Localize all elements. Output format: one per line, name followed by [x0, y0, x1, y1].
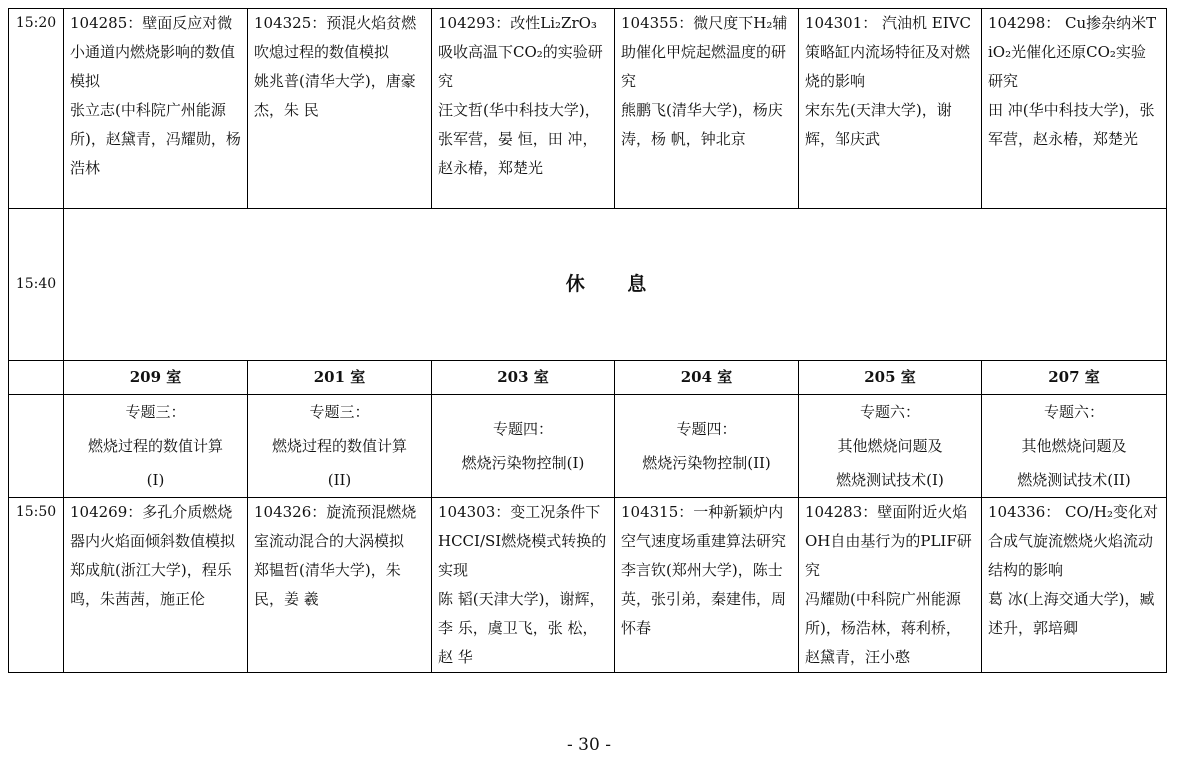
topic-line-1: 专题四： [676, 420, 737, 438]
paper-authors: 郑成航(浙江大学)，程乐鸣，朱茜茜，施正伦 [70, 561, 232, 608]
paper-title: 104293：改性Li₂ZrO₃吸收高温下CO₂的实验研究 [438, 14, 603, 90]
topic-line-2: 燃烧污染物控制(I) [461, 454, 585, 472]
empty-time-cell [9, 361, 64, 395]
paper-title: 104269：多孔介质燃烧器内火焰面倾斜数值模拟 [70, 503, 236, 550]
paper-authors: 陈 韬(天津大学)，谢辉，李 乐，虞卫飞，张 松，赵 华 [438, 590, 605, 666]
paper-authors: 冯耀勋(中科院广州能源所)，杨浩林，蒋利桥，赵黛青，汪小憨 [805, 590, 961, 666]
paper-title: 104301： 汽油机 EIVC策略缸内流场特征及对燃烧的影响 [805, 14, 971, 90]
topic-line-3: (II) [327, 471, 352, 489]
break-label: 休 息 [64, 209, 1167, 361]
paper-title: 104355：微尺度下H₂辅助催化甲烷起燃温度的研究 [621, 14, 788, 90]
topic-line-1: 专题三： [309, 403, 370, 421]
topic-line-2: 燃烧污染物控制(II) [642, 454, 771, 472]
topic-line-3: (I) [146, 471, 165, 489]
break-row [9, 209, 1167, 361]
session-row-1520 [9, 9, 1167, 209]
paper-cell [432, 9, 615, 209]
paper-cell [799, 9, 982, 209]
paper-authors: 汪文哲(华中科技大学)，张军营，晏 恒，田 冲，赵永椿，郑楚光 [438, 101, 600, 177]
topic-line-3: 燃烧测试技术(II) [1017, 471, 1131, 489]
paper-authors: 田 冲(华中科技大学)，张军营，赵永椿，郑楚光 [988, 101, 1155, 148]
paper-authors: 郑韫哲(清华大学)，朱民，姜 羲 [254, 561, 401, 608]
paper-title: 104315：一种新颖炉内空气速度场重建算法研究 [621, 503, 787, 550]
paper-cell [64, 9, 248, 209]
topic-line-1: 专题四： [492, 420, 553, 438]
topic-line-2: 燃烧过程的数值计算 [87, 437, 223, 455]
paper-title: 104303：变工况条件下HCCI/SI燃烧模式转换的实现 [438, 503, 607, 579]
paper-authors: 熊鹏飞(清华大学)，杨庆涛，杨 帆，钟北京 [621, 101, 783, 148]
paper-cell [64, 498, 248, 673]
paper-authors: 李言钦(郑州大学)，陈士英，张引弟，秦建伟，周怀春 [621, 561, 787, 637]
paper-title: 104326：旋流预混燃烧室流动混合的大涡模拟 [254, 503, 417, 550]
paper-cell [615, 498, 799, 673]
paper-cell [982, 498, 1167, 673]
topic-cell [248, 395, 432, 498]
room-205: 205 室 [799, 361, 982, 395]
paper-title: 104283：壁面附近火焰OH自由基行为的PLIF研究 [805, 503, 972, 579]
room-209: 209 室 [64, 361, 248, 395]
paper-cell [432, 498, 615, 673]
time-cell: 15:50 [9, 498, 64, 673]
paper-authors: 宋东先(天津大学)，谢辉，邹庆武 [805, 101, 952, 148]
room-201: 201 室 [248, 361, 432, 395]
topic-line-2: 其他燃烧问题及 [1021, 437, 1127, 455]
page-number: - 30 - [567, 735, 611, 755]
time-cell: 15:40 [9, 209, 64, 361]
paper-cell [248, 9, 432, 209]
topic-line-1: 专题三： [125, 403, 186, 421]
topic-cell [799, 395, 982, 498]
topic-line-2: 其他燃烧问题及 [837, 437, 943, 455]
paper-title: 104298： Cu掺杂纳米TiO₂光催化还原CO₂实验研究 [988, 14, 1157, 90]
schedule-table [8, 8, 1167, 673]
room-header-row [9, 361, 1167, 395]
topic-line-2: 燃烧过程的数值计算 [271, 437, 407, 455]
paper-cell [615, 9, 799, 209]
empty-time-cell [9, 395, 64, 498]
room-204: 204 室 [615, 361, 799, 395]
topic-line-3: 燃烧测试技术(I) [836, 471, 944, 489]
paper-authors: 姚兆普(清华大学)，唐豪杰，朱 民 [254, 72, 416, 119]
paper-title: 104336： CO/H₂变化对合成气旋流燃烧火焰流动结构的影响 [988, 503, 1158, 579]
paper-cell [982, 9, 1167, 209]
topic-cell [64, 395, 248, 498]
topic-cell [432, 395, 615, 498]
room-203: 203 室 [432, 361, 615, 395]
session-row-1550 [9, 498, 1167, 673]
topic-cell [982, 395, 1167, 498]
paper-title: 104325：预混火焰贫燃吹熄过程的数值模拟 [254, 14, 417, 61]
topic-cell [615, 395, 799, 498]
room-207: 207 室 [982, 361, 1167, 395]
topic-row [9, 395, 1167, 498]
paper-title: 104285：壁面反应对微小通道内燃烧影响的数值模拟 [70, 14, 236, 90]
paper-authors: 葛 冰(上海交通大学)，臧述升，郭培卿 [988, 590, 1155, 637]
paper-cell [799, 498, 982, 673]
time-cell: 15:20 [9, 9, 64, 209]
topic-line-1: 专题六： [1043, 403, 1104, 421]
topic-line-1: 专题六： [859, 403, 920, 421]
paper-authors: 张立志(中科院广州能源所)，赵黛青，冯耀勋，杨浩林 [70, 101, 241, 177]
paper-cell [248, 498, 432, 673]
